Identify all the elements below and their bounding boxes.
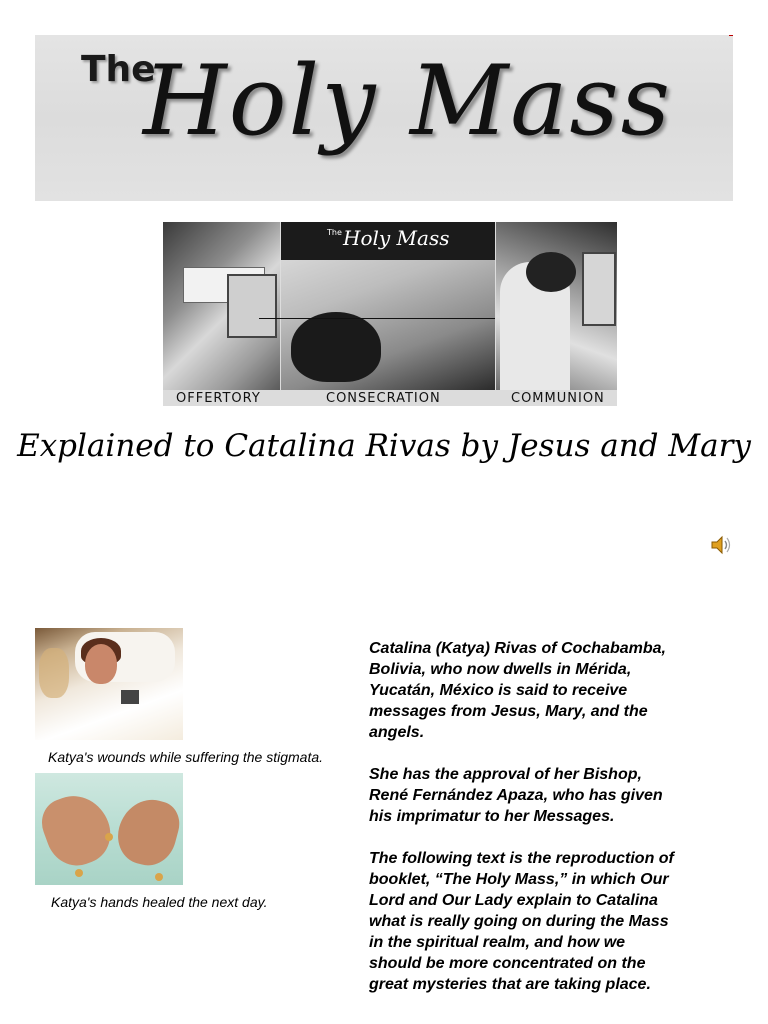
fabric-flower — [75, 869, 83, 877]
collage-header-title: Holy Mass — [343, 226, 450, 250]
booklet-paragraph — [369, 848, 729, 995]
speaker-icon[interactable] — [710, 534, 732, 556]
offertory-photo — [163, 222, 280, 390]
text-line: The following text is the reproduction of — [369, 850, 674, 867]
banner-corner-mark — [729, 35, 733, 36]
collage-header — [281, 222, 495, 260]
label-offertory: OFFERTORY — [176, 391, 261, 406]
title-banner — [35, 35, 733, 201]
text-line: great mysteries that are taking place. — [369, 976, 651, 993]
text-line: should be more concentrated on the — [369, 955, 646, 972]
healed-hands-photo — [35, 773, 183, 885]
text-line: angels. — [369, 724, 425, 741]
collage-divider-line — [259, 318, 495, 319]
intro-paragraph — [369, 638, 729, 743]
collage-header-the: The — [327, 228, 342, 237]
stigmata-wounds-photo — [35, 628, 183, 740]
consecration-photo — [281, 222, 495, 390]
text-line: Catalina (Katya) Rivas of Cochabamba, — [369, 640, 666, 657]
caption-hands: Katya's hands healed the next day. — [51, 894, 268, 910]
approval-paragraph — [369, 764, 729, 827]
banner-title-text: Holy Mass — [143, 45, 673, 157]
text-line: Lord and Our Lady explain to Catalina — [369, 892, 658, 909]
left-hand-image — [35, 786, 119, 874]
text-line: She has the approval of her Bishop, — [369, 766, 642, 783]
mass-photo-collage — [163, 222, 617, 406]
page-subtitle: Explained to Catalina Rivas by Jesus and Mary — [17, 428, 751, 464]
text-line: his imprimatur to her Messages. — [369, 808, 615, 825]
fabric-flower — [105, 833, 113, 841]
text-line: messages from Jesus, Mary, and the — [369, 703, 648, 720]
text-line: in the spiritual realm, and how we — [369, 934, 626, 951]
held-picture-image — [121, 690, 139, 704]
text-line: René Fernández Apaza, who has given — [369, 787, 663, 804]
fabric-flower — [155, 873, 163, 881]
caption-wounds: Katya's wounds while suffering the stigmata. — [48, 749, 324, 765]
collage-label-bar — [163, 390, 617, 406]
face-image — [85, 644, 117, 684]
altar-card-image — [582, 252, 616, 326]
priest-hair-image — [526, 252, 576, 292]
altar-card-image — [227, 274, 277, 338]
communion-photo — [496, 222, 617, 390]
priest-head-image — [291, 312, 381, 382]
bedding-pattern — [39, 648, 69, 698]
text-line: booklet, “The Holy Mass,” in which Our — [369, 871, 669, 888]
text-line: what is really going on during the Mass — [369, 913, 669, 930]
right-hand-image — [111, 793, 183, 872]
banner-the-text: The — [81, 49, 156, 90]
text-line: Yucatán, México is said to receive — [369, 682, 628, 699]
text-line: Bolivia, who now dwells in Mérida, — [369, 661, 632, 678]
label-communion: COMMUNION — [511, 391, 605, 406]
label-consecration: CONSECRATION — [326, 391, 441, 406]
